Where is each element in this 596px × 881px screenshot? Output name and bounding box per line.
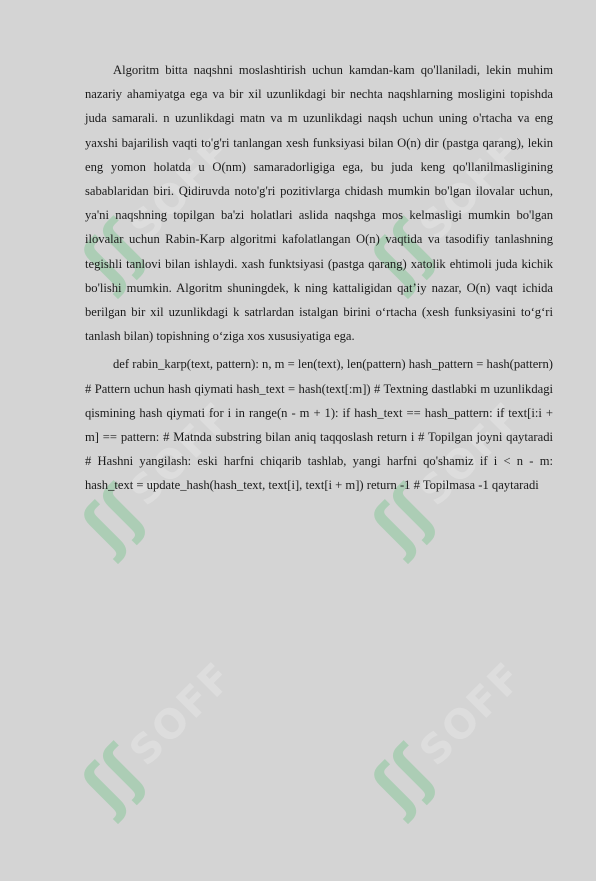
watermark-text: SOFF [121,393,243,515]
watermark-text: SOFF [121,653,243,775]
code-paragraph: def rabin_karp(text, pattern): n, m = len(text), len(pattern) hash_pattern = hash(pattern) # Pattern uchun hash qiymati hash_text = hash(text[:m]) # Textning dastlabki m uzunlikdagi qismining hash qiymati for i in range(n - m + 1): if hash_text == hash_pattern: if text[i:i + m] == pattern: # Matnda substring bilan aniq taqqoslash return i # Topilgan joyni qaytaradi # Hashni yangilash: eski harfni chiqarib tashlab, yangi harfni qo'shamiz if i < n - m: hash_text = update_hash(hash_text, text[i], text[i + m]) return -1 # Topilmasa -1 qaytaradi [85,357,553,493]
body-paragraph: Algoritm bitta naqshni moslashtirish uchun kamdan-kam qo'llaniladi, lekin muhim nazariy ahamiyatga ega va bir xil uzunlikdagi bir nechta naqshlarning mosligini topishda juda samarali. n uzunlikdagi matn va m uzunlikdagi naqsh uchun uning o'rtacha va eng yaxshi bajarilish vaqti to'g'ri tanlangan xesh funksiyasi bilan O(n) dir (pastga qarang), lekin eng yomon holatda u O(nm) samaradorligiga ega, bu juda keng qo'llanilmasligining sabablaridan biri. Qidiruvda noto'g'ri pozitivlarga chidash mumkin bo'lgan ilovalar uchun, ya'ni naqshning topilgan ba'zi holatlari aslida naqshga mos kelmasligi mumkin bo'lgan ilovalar uchun Rabin-Karp algoritmi kafolatlangan O(n) vaqtida va tasodifiy tanlashning tegishli tanlovi bilan ishlaydi. xash funktsiyasi (pastga qarang) xatolik ehtimoli juda kichik bo'lishi mumkin. Algoritm shuningdek, k ning kattaligidan qat’iy nazar, O(n) vaqt ichida berilgan bir xil uzunlikdagi k satrlardan istalgan birini o‘rtacha (xesh funksiyasini to‘g‘ri tanlash bilan) topishning o‘ziga xos xususiyatiga ega. [85,63,553,344]
watermark-mark: ʃʃ [358,734,449,825]
watermark-mark: ʃʃ [68,734,159,825]
watermark-text: SOFF [411,393,533,515]
watermark-logo [299,599,582,881]
watermark-text: SOFF [411,128,533,250]
watermark-mark: ʃʃ [358,474,449,565]
watermark-logo [9,599,292,881]
watermark-mark: ʃʃ [68,209,159,300]
document-body [85,58,553,502]
watermark-mark: ʃʃ [68,474,159,565]
watermark-mark: ʃʃ [358,209,449,300]
watermark-text: SOFF [121,128,243,250]
watermark-text: SOFF [411,653,533,775]
